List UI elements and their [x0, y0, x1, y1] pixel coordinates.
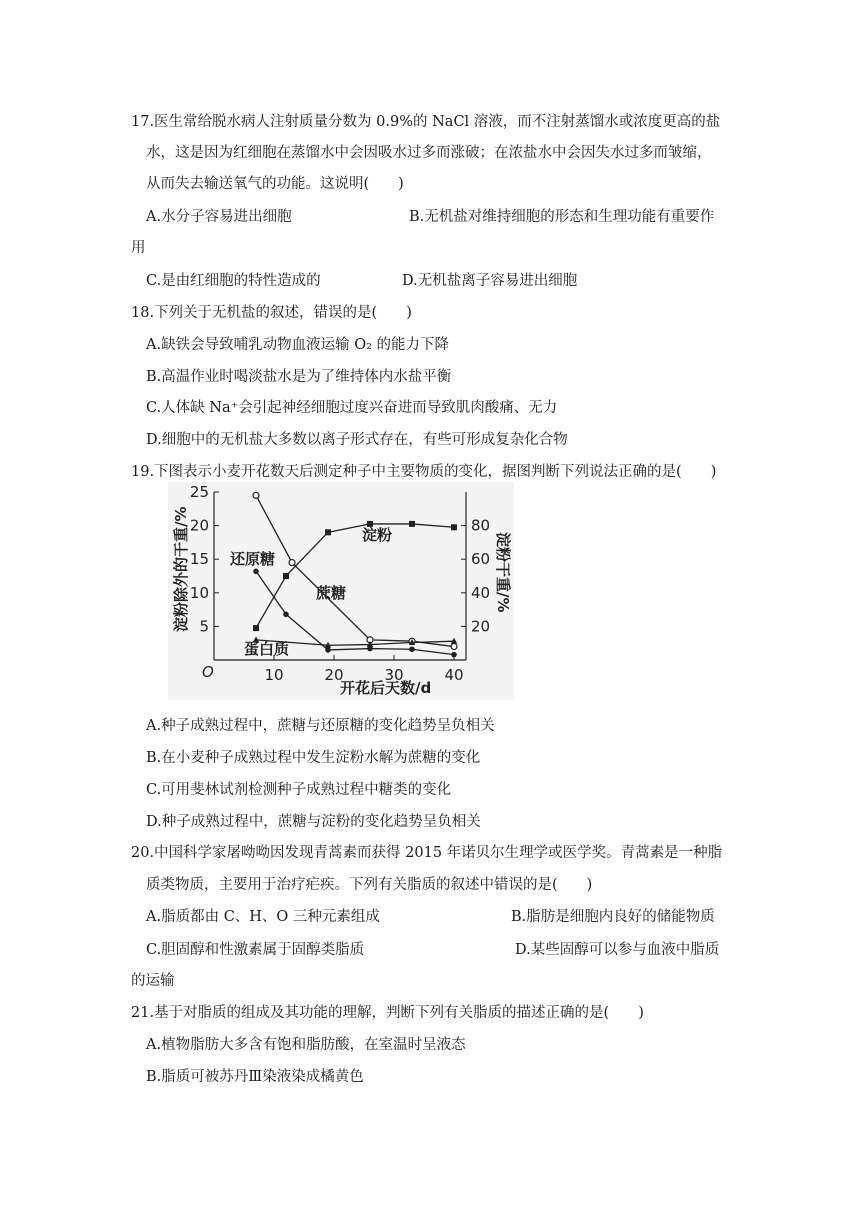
left-axis-tick-label: 10 — [189, 583, 209, 602]
q18-option-c: C.人体缺 Na⁺会引起神经细胞过度兴奋进而导致肌肉酸痛、无力 — [146, 400, 558, 416]
q19-option-a: A.种子成熟过程中，蔗糖与还原糖的变化趋势呈负相关 — [146, 718, 495, 734]
left-axis-tick-label: 15 — [189, 550, 209, 569]
q17-stem-line2: 水，这是因为红细胞在蒸馏水中会因吸水过多而涨破；在浓盐水中会因失水过多而皱缩， — [146, 145, 712, 161]
data-point-还原糖 — [409, 646, 415, 652]
q19-chart-svg — [168, 482, 514, 700]
q20-stem-line2: 质类物质，主要用于治疗疟疾。下列有关脂质的叙述中错误的是( ) — [146, 877, 593, 893]
q18-option-b: B.高温作业时喝淡盐水是为了维持体内水盐平衡 — [146, 369, 452, 385]
series-line-蔗糖 — [256, 495, 454, 646]
q19-chart — [168, 482, 514, 700]
data-point-淀粉 — [409, 521, 415, 527]
data-point-蔗糖 — [253, 492, 259, 498]
q17-option-d: D.无机盐离子容易进出细胞 — [402, 273, 578, 289]
left-axis-tick-label: 5 — [199, 617, 209, 636]
q20-option-d: D.某些固醇可以参与血液中脂质 — [515, 942, 720, 958]
q17-option-b: B.无机盐对维持细胞的形态和生理功能有重要作 — [409, 209, 715, 225]
series-label-还原糖: 还原糖 — [230, 550, 276, 568]
data-point-淀粉 — [451, 524, 457, 530]
q20-option-b: B.脂肪是细胞内良好的储能物质 — [511, 909, 715, 925]
data-point-蔗糖 — [289, 560, 295, 566]
q20-option-a: A.脂质都由 C、H、O 三种元素组成 — [146, 909, 380, 925]
q18-stem: 18.下列关于无机盐的叙述，错误的是( ) — [131, 305, 412, 321]
right-axis-tick-label: 60 — [471, 550, 491, 569]
q21-stem: 21.基于对脂质的组成及其功能的理解，判断下列有关脂质的描述正确的是( ) — [131, 1005, 644, 1021]
data-point-淀粉 — [325, 529, 331, 535]
right-axis-tick-label: 20 — [471, 617, 491, 636]
q20-option-d-continued: 的运输 — [131, 973, 175, 989]
q19-option-c: C.可用斐林试剂检测种子成熟过程中糖类的变化 — [146, 782, 452, 798]
left-axis-tick-label: 20 — [189, 516, 209, 535]
q19-option-d: D.种子成熟过程中，蔗糖与淀粉的变化趋势呈负相关 — [146, 814, 481, 830]
x-axis-tick-label: 20 — [324, 666, 344, 684]
q17-option-b-continued: 用 — [131, 240, 146, 256]
data-point-还原糖 — [253, 568, 259, 574]
series-label-淀粉: 淀粉 — [362, 526, 393, 544]
q21-option-a: A.植物脂肪大多含有饱和脂肪酸，在室温时呈液态 — [146, 1037, 466, 1053]
q19-option-b: B.在小麦种子成熟过程中发生淀粉水解为蔗糖的变化 — [146, 750, 481, 766]
origin-label: O — [202, 663, 214, 681]
data-point-还原糖 — [283, 612, 289, 618]
q20-stem-line1: 20.中国科学家屠呦呦因发现青蒿素而获得 2015 年诺贝尔生理学或医学奖。青蒿素是一种脂 — [131, 845, 723, 861]
q17-option-a: A.水分子容易进出细胞 — [146, 209, 292, 225]
x-axis-tick-label: 40 — [444, 666, 464, 684]
q17-stem-line3: 从而失去输送氧气的功能。这说明( ) — [146, 176, 404, 192]
q20-option-c: C.胆固醇和性激素属于固醇类脂质 — [146, 942, 365, 958]
q18-option-d: D.细胞中的无机盐大多数以离子形式存在，有些可形成复杂化合物 — [146, 432, 568, 448]
series-label-蛋白质: 蛋白质 — [244, 640, 290, 658]
left-axis-tick-label: 25 — [189, 483, 209, 501]
data-point-淀粉 — [253, 625, 259, 631]
q17-option-c: C.是由红细胞的特性造成的 — [146, 273, 321, 289]
right-axis-title: 淀粉干重/% — [494, 532, 512, 613]
series-label-蔗糖: 蔗糖 — [316, 584, 347, 602]
right-axis-tick-label: 80 — [471, 516, 491, 535]
q19-stem: 19.下图表示小麦开花数天后测定种子中主要物质的变化，据图判断下列说法正确的是( ) — [131, 464, 717, 480]
data-point-蔗糖 — [451, 644, 457, 650]
left-axis-title: 淀粉除外的干重/% — [172, 506, 190, 632]
x-axis-title: 开花后天数/d — [340, 679, 432, 697]
q18-option-a: A.缺铁会导致哺乳动物血液运输 O₂ 的能力下降 — [146, 337, 449, 353]
x-axis-tick-label: 10 — [264, 666, 284, 684]
right-axis-tick-label: 40 — [471, 583, 491, 602]
data-point-淀粉 — [283, 573, 289, 579]
x-axis-tick-label: 30 — [384, 666, 404, 684]
q21-option-b: B.脂质可被苏丹Ⅲ染液染成橘黄色 — [146, 1069, 364, 1085]
q17-stem-line1: 17.医生常给脱水病人注射质量分数为 0.9%的 NaCl 溶液，而不注射蒸馏水或浓度更高的盐 — [131, 114, 721, 130]
data-point-还原糖 — [325, 647, 331, 653]
data-point-还原糖 — [451, 652, 457, 658]
